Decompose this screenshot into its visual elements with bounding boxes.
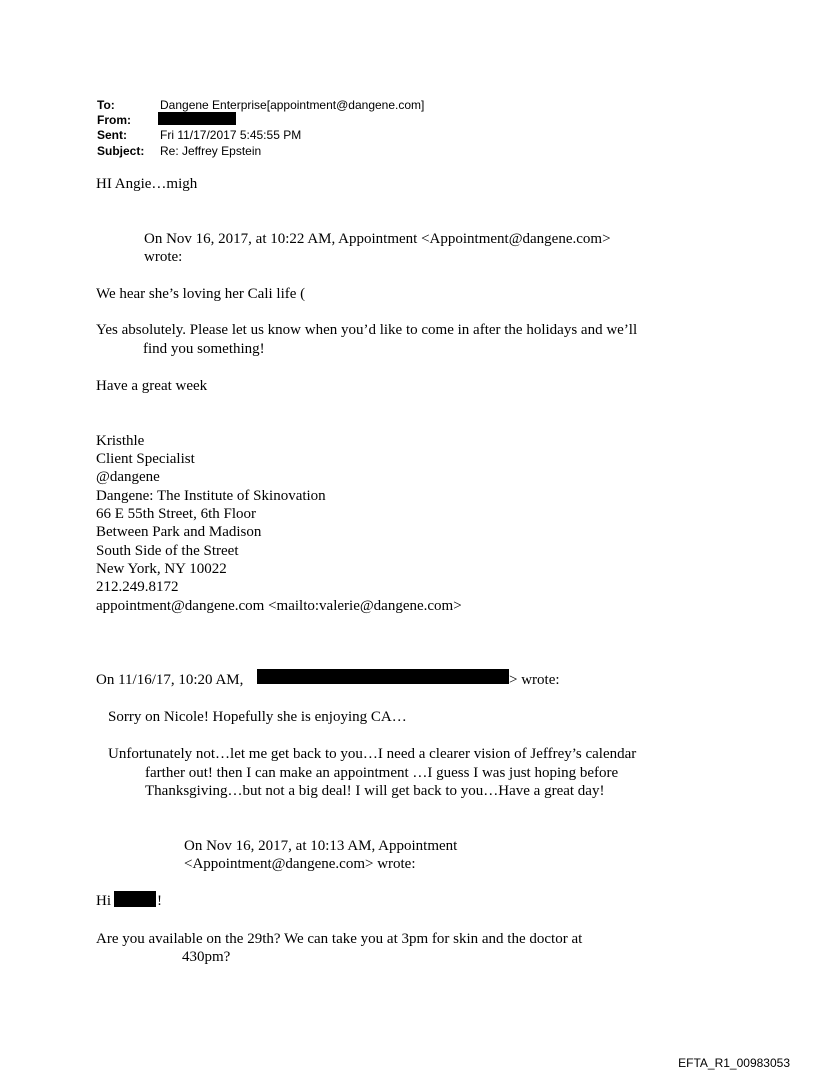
sender-redaction [257,669,509,684]
available-line1: Are you available on the 29th? We can take you at 3pm for skin and the doctor at [96,931,583,947]
signature-line: South Side of the Street [96,543,239,559]
subject-value: Re: Jeffrey Epstein [160,144,262,158]
quote1-line1: On Nov 16, 2017, at 10:22 AM, Appointment <Appointment@dangene.com> [144,231,611,247]
unfortunately-line2: farther out! then I can make an appointment …I guess I was just hoping before [145,765,619,781]
thread-on-prefix: On 11/16/17, 10:20 AM, [96,672,244,688]
yes-line2: find you something! [143,341,265,357]
signature-line: @dangene [96,469,160,485]
great-week: Have a great week [96,378,208,394]
sent-label: Sent: [97,128,127,142]
name-redaction [114,891,156,907]
document-id: EFTA_R1_00983053 [678,1056,790,1070]
signature-line: Dangene: The Institute of Skinovation [96,488,326,504]
from-redaction [158,112,236,125]
signature-line: appointment@dangene.com <mailto:valerie@dangene.com> [96,598,462,614]
signature-line: Client Specialist [96,451,195,467]
quote2-line1: On Nov 16, 2017, at 10:13 AM, Appointment [184,838,458,854]
to-label: To: [97,98,115,112]
signature-line: New York, NY 10022 [96,561,227,577]
available-line2: 430pm? [182,949,231,965]
unfortunately-line1: Unfortunately not…let me get back to you…I need a clearer vision of Jeffrey’s calendar [108,746,637,762]
subject-label: Subject: [97,144,145,158]
signature-line: 212.249.8172 [96,579,179,595]
signature-line: 66 E 55th Street, 6th Floor [96,506,256,522]
hi-prefix: Hi [96,893,111,909]
hi-suffix: ! [157,893,162,909]
sorry-line: Sorry on Nicole! Hopefully she is enjoying CA… [108,709,407,725]
from-label: From: [97,113,131,127]
cali-line: We hear she’s loving her Cali life ( [96,286,306,302]
quote2-line2: <Appointment@dangene.com> wrote: [184,856,416,872]
unfortunately-line3: Thanksgiving…but not a big deal! I will get back to you…Have a great day! [145,783,605,799]
quote1-line2: wrote: [144,249,183,265]
greeting: HI Angie…migh [96,176,198,192]
thread-on-suffix: > wrote: [509,672,560,688]
to-value: Dangene Enterprise[appointment@dangene.com] [160,98,425,112]
sent-value: Fri 11/17/2017 5:45:55 PM [160,128,302,142]
yes-line1: Yes absolutely. Please let us know when you’d like to come in after the holidays and we’ll [96,322,638,338]
signature-line: Between Park and Madison [96,524,262,540]
signature-line: Kristhle [96,433,145,449]
